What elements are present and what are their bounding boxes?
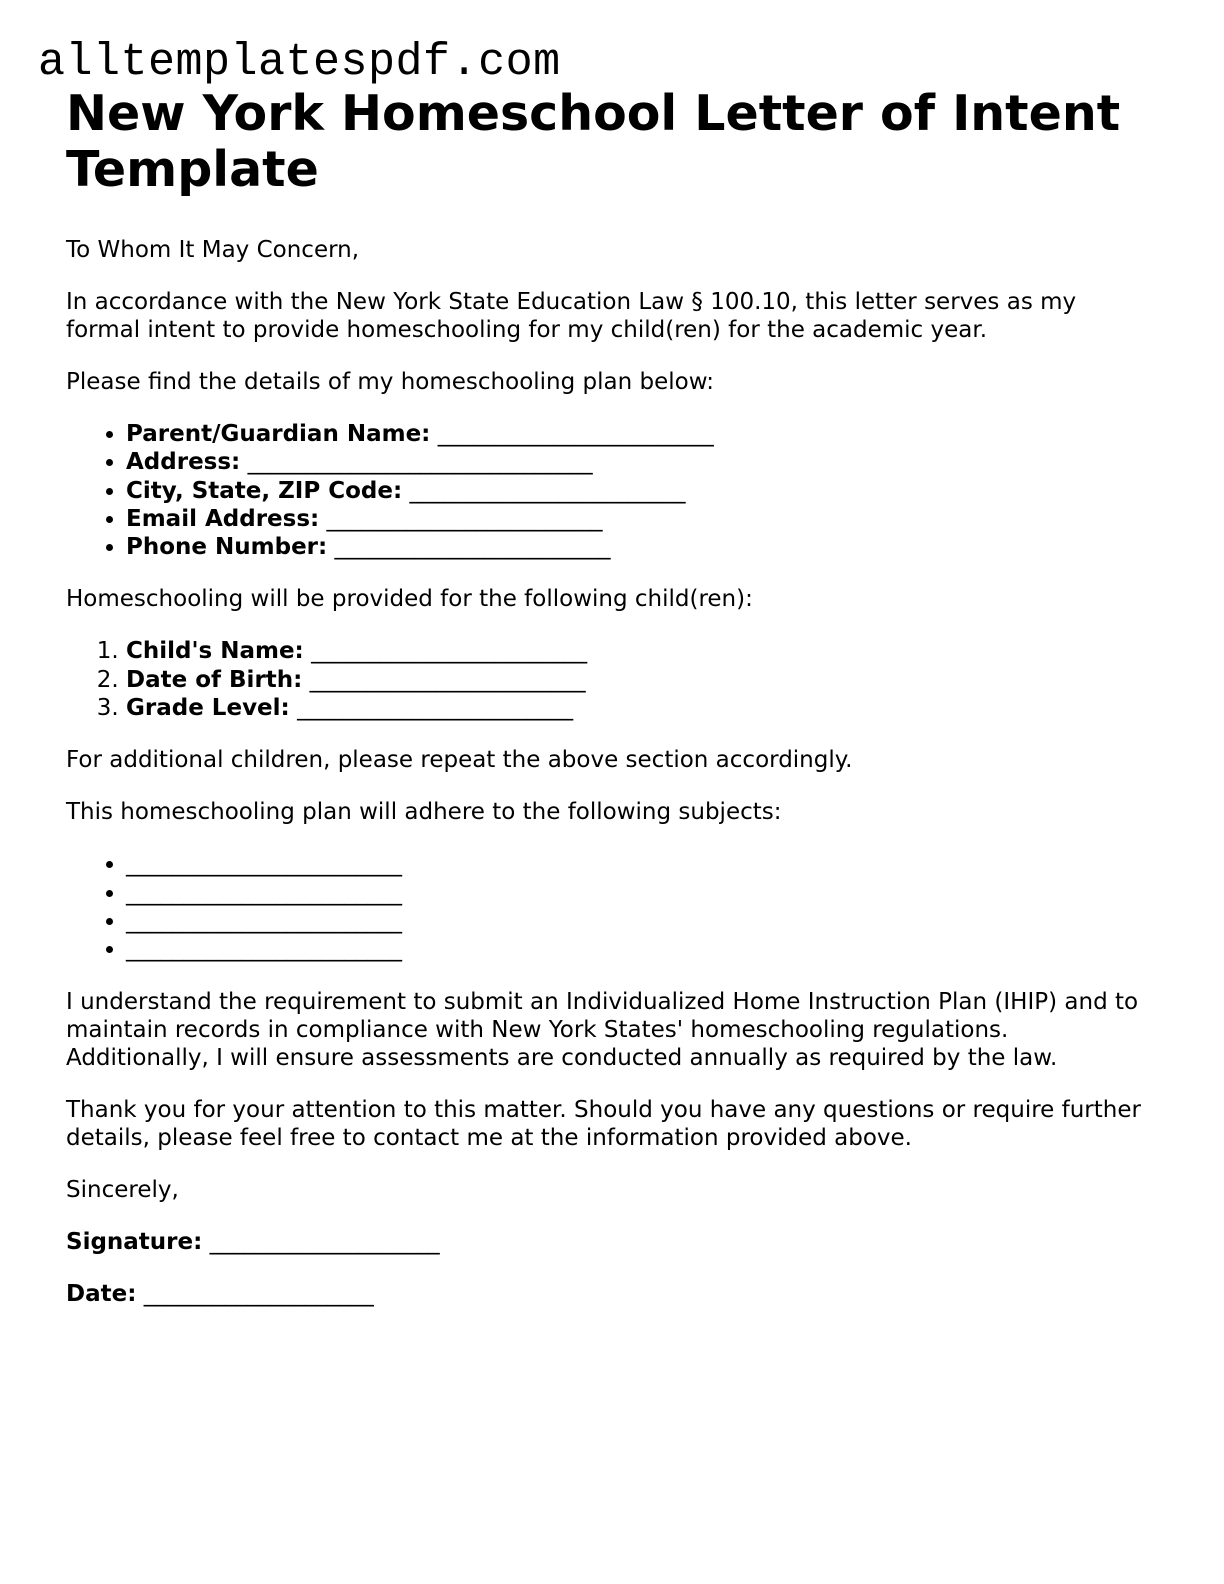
page-title: New York Homeschool Letter of Intent Template (66, 85, 1121, 198)
additional-children-note: For additional children, please repeat the above section accordingly. (66, 747, 853, 774)
list-item (126, 420, 1156, 448)
field-label: Parent/Guardian Name: (126, 421, 431, 447)
subject-blank[interactable]: ________________________ (126, 851, 402, 878)
signature-label: Signature: (66, 1228, 203, 1255)
list-item (126, 505, 1156, 533)
field-blank[interactable]: ________________________ (311, 638, 588, 665)
subjects-list (66, 850, 1156, 963)
list-item (126, 666, 1156, 694)
list-item (126, 694, 1156, 722)
signature-blank[interactable]: ____________________ (209, 1228, 440, 1255)
field-label: Child's Name: (126, 638, 304, 665)
list-item (126, 477, 1156, 505)
field-blank[interactable]: ________________________ (297, 695, 574, 722)
date-blank[interactable]: ____________________ (143, 1280, 374, 1307)
field-blank[interactable]: ________________________ (326, 505, 603, 532)
child-details-list (66, 637, 1156, 722)
children-intro: Homeschooling will be provided for the following child(ren): (66, 586, 753, 613)
field-blank[interactable]: ________________________ (334, 534, 611, 561)
subject-blank[interactable]: ________________________ (126, 936, 402, 963)
list-item (126, 935, 1156, 963)
subject-blank[interactable]: ________________________ (126, 879, 402, 906)
field-label: Grade Level: (126, 695, 290, 722)
signature-line (66, 1228, 1156, 1256)
subjects-intro: This homeschooling plan will adhere to the following subjects: (66, 799, 782, 826)
field-blank[interactable]: ________________________ (409, 477, 686, 504)
date-line (66, 1280, 1156, 1308)
subject-blank[interactable]: ________________________ (126, 907, 402, 934)
field-blank[interactable]: ________________________ (437, 421, 714, 447)
list-item (126, 533, 1156, 561)
parent-details-list (66, 420, 1156, 561)
list-item (126, 850, 1156, 878)
date-label: Date: (66, 1280, 137, 1307)
list-item (126, 879, 1156, 907)
field-label: Email Address: (126, 505, 320, 532)
field-blank[interactable]: ______________________________ (247, 449, 593, 476)
field-label: Address: (126, 449, 241, 476)
salutation: To Whom It May Concern, (66, 237, 360, 263)
field-label: Phone Number: (126, 534, 328, 561)
closing: Sincerely, (66, 1176, 179, 1203)
intro-paragraph: In accordance with the New York State Education Law § 100.10, this letter serves as my formal intent to provide homeschooling for my child(ren) for the academic year. (66, 289, 1077, 343)
thanks-paragraph: Thank you for your attention to this matter. Should you have any questions or require further details, please feel free to contact me at the information provided above. (66, 1096, 1141, 1151)
field-label: City, State, ZIP Code: (126, 477, 403, 504)
list-item (126, 907, 1156, 935)
letter-document (66, 86, 1156, 1308)
list-item (126, 448, 1156, 476)
watermark: alltemplatespdf.com (38, 37, 561, 88)
ihip-paragraph: I understand the requirement to submit an Individualized Home Instruction Plan (IHIP) and to maintain records in compliance with New York States' homeschooling regulations. Additionally, I will ensure assessments are conducted annually as required by the law. (66, 988, 1139, 1071)
plan-intro: Please find the details of my homeschooling plan below: (66, 369, 715, 395)
field-blank[interactable]: ________________________ (309, 666, 586, 693)
field-label: Date of Birth: (126, 666, 303, 693)
list-item (126, 637, 1156, 665)
